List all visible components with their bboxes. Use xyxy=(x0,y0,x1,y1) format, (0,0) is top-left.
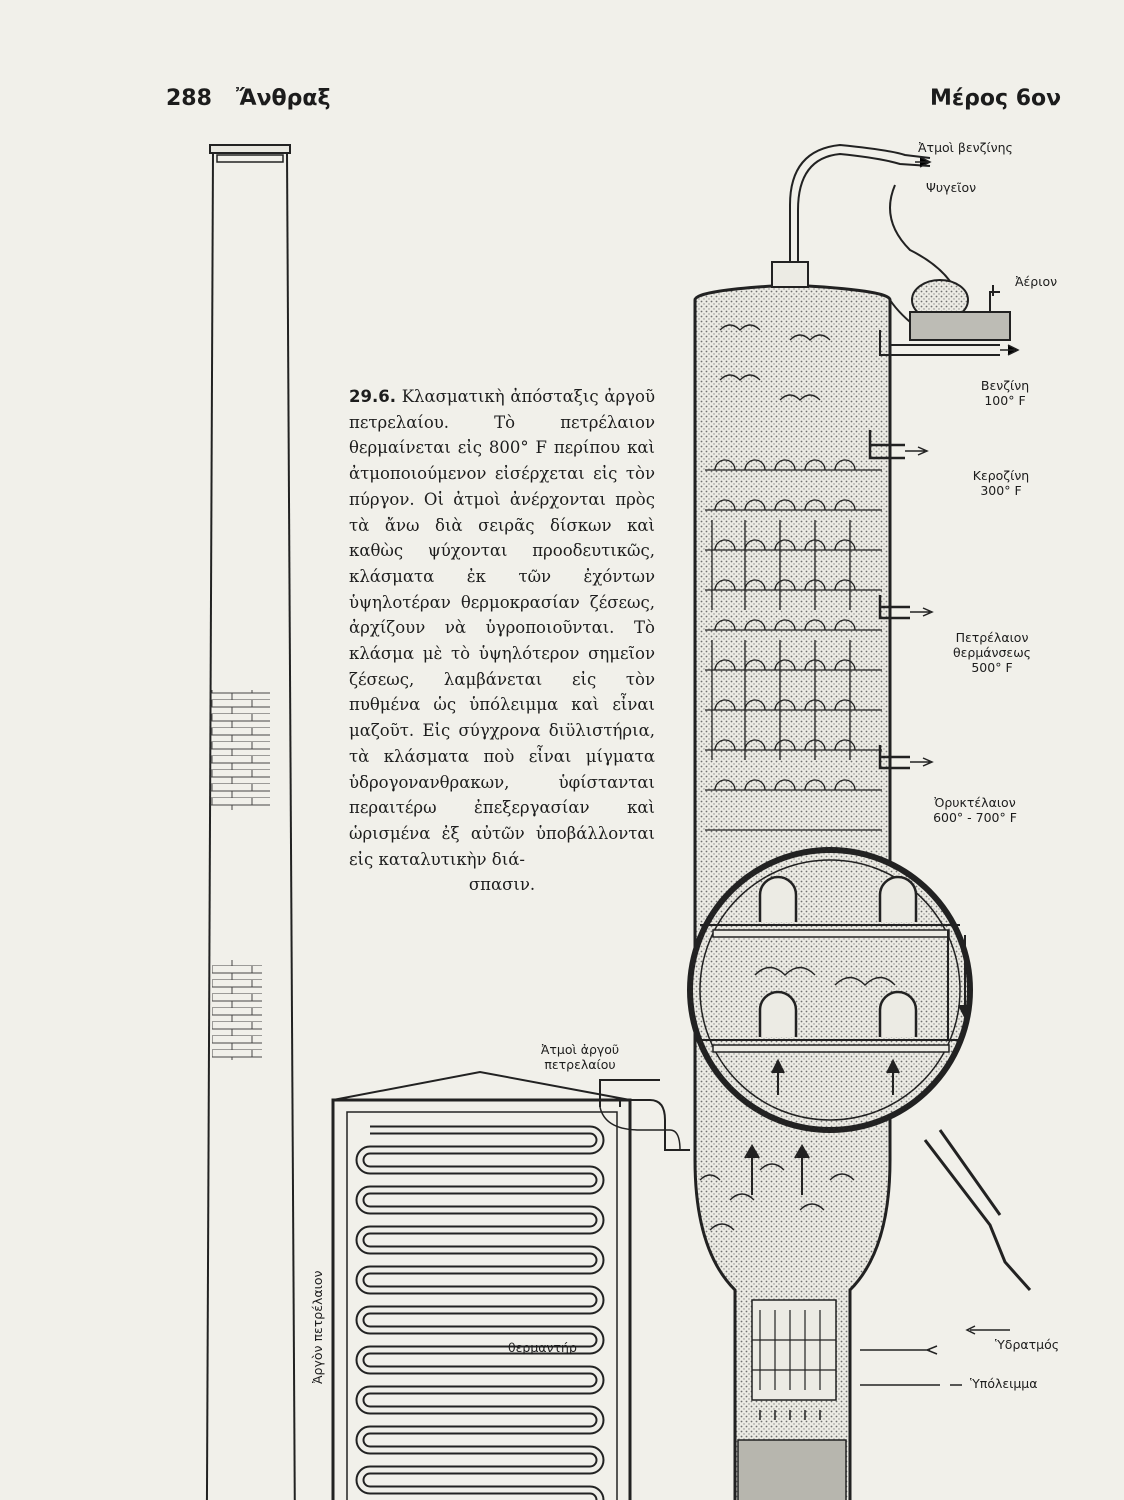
label-crude-vapors-line2: πετρελαίου xyxy=(544,1057,616,1072)
label-cooler: Ψυγεῖον xyxy=(926,180,977,195)
label-gasoline-name: Βενζίνη xyxy=(980,378,1030,393)
figure-caption xyxy=(349,384,655,898)
label-kerosene-temp: 300° F xyxy=(980,483,1022,498)
reboiler-section xyxy=(752,1300,836,1400)
label-kerosene-name: Κεροζίνη xyxy=(972,468,1030,483)
label-crude-oil: Ἀργὸν πετρέλαιον xyxy=(310,1270,325,1384)
label-gasoline-vapors: Ἀτμοὶ βενζίνης xyxy=(918,140,1013,155)
label-crude-vapors xyxy=(524,1042,636,1072)
label-heating-oil-temp: 500° F xyxy=(971,660,1013,675)
chimney xyxy=(206,145,296,1500)
label-steam: Ὑδρατμός xyxy=(995,1337,1060,1352)
label-mineral-oil xyxy=(918,795,1032,825)
label-crude-vapors-line1: Ἀτμοὶ ἀργοῦ xyxy=(540,1042,620,1057)
transfer-pipe xyxy=(600,1080,690,1150)
caption-last-line: σπασιν. xyxy=(468,875,536,895)
figure-number: 29.6. xyxy=(349,387,396,406)
page-number: 288 xyxy=(166,86,212,111)
label-gasoline-temp: 100° F xyxy=(984,393,1026,408)
magnifier-handle xyxy=(925,1130,1030,1290)
gas-separator xyxy=(910,312,1010,340)
label-heating-oil-line1: Πετρέλαιον xyxy=(955,630,1029,645)
label-heating-oil-line2: θερμάνσεως xyxy=(953,645,1031,660)
caption-text: Κλασματικὴ ἀπόσταξις ἀργοῦ πετρελαίου. Τὸ πετρέλαιον θερμαίνεται εἰς 800° F περίπου καὶ ἀτμοποιούμενον εἰσέρχεται εἰς τὸν πύργον. Οἱ ἀτμοὶ ἀνέρχονται πρὸς τὰ ἄνω διὰ σειρᾶς δίσκων καὶ καθὼς ψύχονται προοδευτικῶς, κλάσματα ἐκ τῶν ἐχόντων ὑψηλοτέραν θερμοκρασίαν ζέσεως, ἀρχίζουν νὰ ὑγροποιοῦνται. Τὸ κλάσμα μὲ τὸ ὑψηλότερον σημεῖον ζέσεως, λαμβάνεται εἰς τὸν πυθμένα ὡς ὑπόλειμμα καὶ εἶναι μαζοῦτ. Εἰς σύγχρονα διϋλιστήρια, τὰ κλάσματα ποὺ εἶναι μίγματα ὑδρογονανθρακων, ὑφίστανται περαιτέρω ἐπεξεργασίαν καὶ ὡρισμένα ἐξ αὐτῶν ὑποβάλλονται εἰς καταλυτικὴν διά- xyxy=(349,387,655,869)
label-residue: Ὑπόλειμμα xyxy=(970,1376,1038,1391)
label-mineral-oil-temp: 600° - 700° F xyxy=(933,810,1017,825)
furnace xyxy=(318,1072,630,1500)
label-mineral-oil-name: Ὀρυκτέλαιον xyxy=(934,795,1016,810)
label-kerosene xyxy=(966,468,1036,498)
running-head-part: Μέρος 6ον xyxy=(930,86,1062,111)
label-gas: Ἀέριον xyxy=(1015,274,1058,289)
residue-pool xyxy=(738,1440,846,1500)
chimney-bricks-lower xyxy=(212,960,262,1060)
label-heater: θερμαντήρ xyxy=(508,1340,577,1355)
running-head-chapter: Ἄνθραξ xyxy=(236,86,331,111)
chimney-bricks xyxy=(210,690,270,810)
label-heating-oil xyxy=(944,630,1040,675)
tower-top-cap xyxy=(772,262,808,287)
heater-coils xyxy=(335,1130,600,1500)
label-gasoline xyxy=(975,378,1035,408)
